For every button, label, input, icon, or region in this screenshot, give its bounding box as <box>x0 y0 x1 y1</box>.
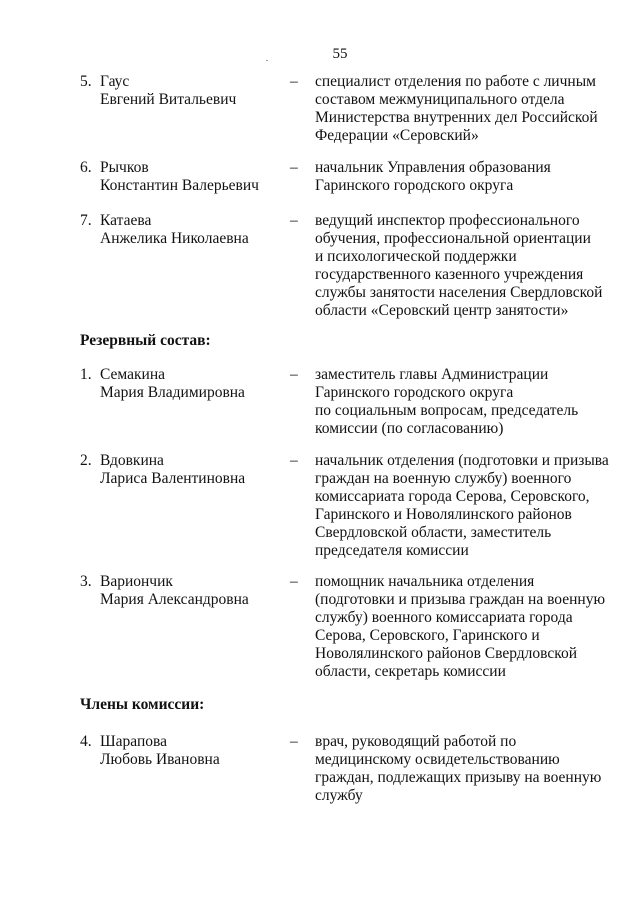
given-names: Любовь Ивановна <box>100 751 220 768</box>
description-line: Гаринского городского округа <box>315 177 514 194</box>
dash: – <box>290 366 298 383</box>
surname: Вариончик <box>100 573 173 590</box>
position-description <box>315 366 615 438</box>
item-number: 5. <box>80 73 92 90</box>
surname: Рычков <box>100 159 149 176</box>
description-line: обучения, профессиональной ориентации <box>315 230 591 247</box>
description-line: граждан на военную службу) военного <box>315 470 572 487</box>
surname: Катаева <box>100 212 152 229</box>
surname: Шарапова <box>100 733 167 750</box>
item-number: 6. <box>80 159 92 176</box>
description-line: помощник начальника отделения <box>315 573 535 590</box>
item-number: 2. <box>80 452 92 469</box>
description-line: специалист отделения по работе с личным <box>315 73 596 90</box>
surname: Семакина <box>100 366 165 383</box>
description-line: начальник Управления образования <box>315 159 551 176</box>
person-name <box>100 573 280 609</box>
description-line: заместитель главы Администрации <box>315 366 549 383</box>
description-line: по социальным вопросам, председатель <box>315 402 579 419</box>
description-line: ведущий инспектор профессионального <box>315 212 580 229</box>
item-number: 1. <box>80 366 92 383</box>
surname: Гаус <box>100 73 130 90</box>
given-names: Евгений Витальевич <box>100 91 237 108</box>
description-line: службу) военного комиссариата города <box>315 609 573 626</box>
description-line: Гаринского городского округа <box>315 384 514 401</box>
description-line: медицинскому освидетельствованию <box>315 751 560 768</box>
dash: – <box>290 573 298 590</box>
given-names: Лариса Валентиновна <box>100 470 246 487</box>
section-heading-members: Члены комиссии: <box>80 696 205 713</box>
given-names: Мария Александровна <box>100 591 249 608</box>
description-line: Новолялинского районов Свердловской <box>315 645 578 662</box>
item-number: 4. <box>80 733 92 750</box>
person-name <box>100 73 280 109</box>
dash: – <box>290 733 298 750</box>
description-line: службу <box>315 787 363 804</box>
person-name <box>100 366 280 402</box>
given-names: Анжелика Николаевна <box>100 230 249 247</box>
person-name <box>100 159 280 195</box>
description-line: граждан, подлежащих призыву на военную <box>315 769 602 786</box>
position-description <box>315 159 615 195</box>
description-line: области, секретарь комиссии <box>315 663 506 680</box>
description-line: комиссии (по согласованию) <box>315 420 504 437</box>
dash: – <box>290 73 298 90</box>
description-line: области «Серовский центр занятости» <box>315 302 569 319</box>
person-name <box>100 212 280 248</box>
surname: Вдовкина <box>100 452 164 469</box>
description-line: председателя комиссии <box>315 542 469 559</box>
item-number: 3. <box>80 573 92 590</box>
description-line: государственного казенного учреждения <box>315 266 584 283</box>
given-names: Мария Владимировна <box>100 384 245 401</box>
given-names: Константин Валерьевич <box>100 177 259 194</box>
person-name <box>100 452 280 488</box>
position-description <box>315 733 615 805</box>
position-description <box>315 73 615 145</box>
description-line: Федерации «Серовский» <box>315 127 479 144</box>
dash: – <box>290 212 298 229</box>
description-line: Свердловской области, заместитель <box>315 524 552 541</box>
description-line: начальник отделения (подготовки и призыва <box>315 452 609 469</box>
position-description <box>315 212 615 320</box>
description-line: врач, руководящий работой по <box>315 733 517 750</box>
dash: – <box>290 452 298 469</box>
scan-mark <box>266 60 268 61</box>
description-line: службы занятости населения Свердловской <box>315 284 603 301</box>
dash: – <box>290 159 298 176</box>
page-number: 55 <box>332 46 348 62</box>
item-number: 7. <box>80 212 92 229</box>
description-line: Серова, Серовского, Гаринского и <box>315 627 540 644</box>
position-description <box>315 452 615 560</box>
description-line: комиссариата города Серова, Серовского, <box>315 488 590 505</box>
description-line: (подготовки и призыва граждан на военную <box>315 591 606 608</box>
description-line: Министерства внутренних дел Российской <box>315 109 598 126</box>
description-line: и психологической поддержки <box>315 248 517 265</box>
position-description <box>315 573 615 681</box>
description-line: Гаринского и Новолялинского районов <box>315 506 572 523</box>
section-heading-reserve: Резервный состав: <box>80 332 211 349</box>
description-line: составом межмуниципального отдела <box>315 91 565 108</box>
person-name <box>100 733 280 769</box>
